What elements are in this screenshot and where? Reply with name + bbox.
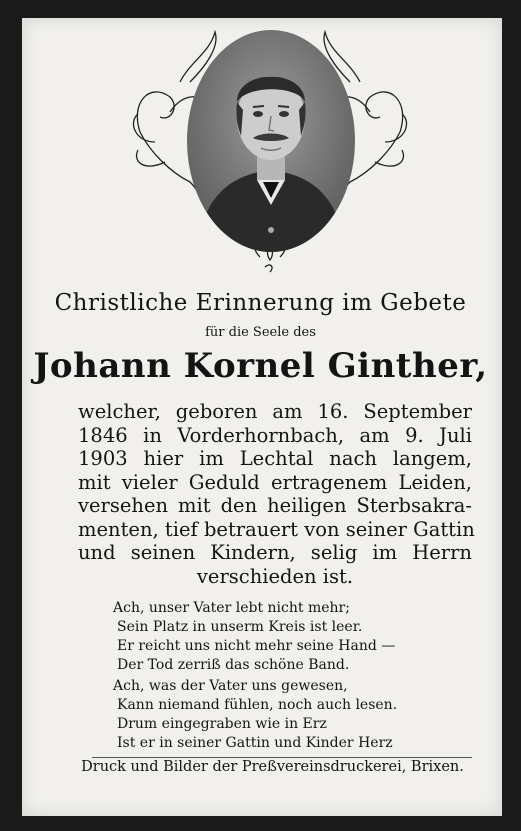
deceased-name: Johann Kornel Ginther, <box>33 346 488 386</box>
verse-line: Der Tod zerriß das schöne Band. <box>117 657 350 673</box>
verse-line: Ach, unser Vater lebt nicht mehr; <box>113 600 350 616</box>
verse-stanza-2 <box>113 677 443 753</box>
divider <box>92 757 472 758</box>
obituary-line: versehen mit den heiligen Sterbsakra- <box>78 494 472 517</box>
card-title: Christliche Erinnerung im Gebete <box>54 290 467 316</box>
printer-credit: Druck und Bilder der Preßvereinsdruckerei, Brixen. <box>81 759 464 775</box>
obituary-line: menten, tief betrauert von seiner Gattin <box>78 517 475 541</box>
verse-line: Er reicht uns nicht mehr seine Hand — <box>117 638 396 654</box>
obituary-line: und seinen Kindern, selig im Herrn <box>78 541 472 564</box>
verse-line: Kann niemand fühlen, noch auch lesen. <box>117 697 398 713</box>
verse-line: Drum eingegraben wie in Erz <box>117 716 327 732</box>
verse-line: Sein Platz in unserm Kreis ist leer. <box>117 619 363 635</box>
obituary-line: verschieden ist. <box>196 564 354 588</box>
verse-line: Ist er in seiner Gattin und Kinder Herz <box>117 735 393 751</box>
obituary-line: 1903 hier im Lechtal nach langem, <box>78 447 472 470</box>
obituary-text <box>78 400 475 588</box>
verse-line: Ach, was der Vater uns gewesen, <box>113 678 348 694</box>
card-subtitle: für die Seele des <box>205 325 316 340</box>
obituary-line: mit vieler Geduld ertragenem Leiden, <box>78 470 472 494</box>
verse-stanza-1 <box>113 599 443 675</box>
obituary-line: 1846 in Vorderhornbach, am 9. Juli <box>78 423 472 447</box>
portrait-photo <box>187 30 355 252</box>
obituary-line: welcher, geboren am 16. September <box>78 400 472 423</box>
